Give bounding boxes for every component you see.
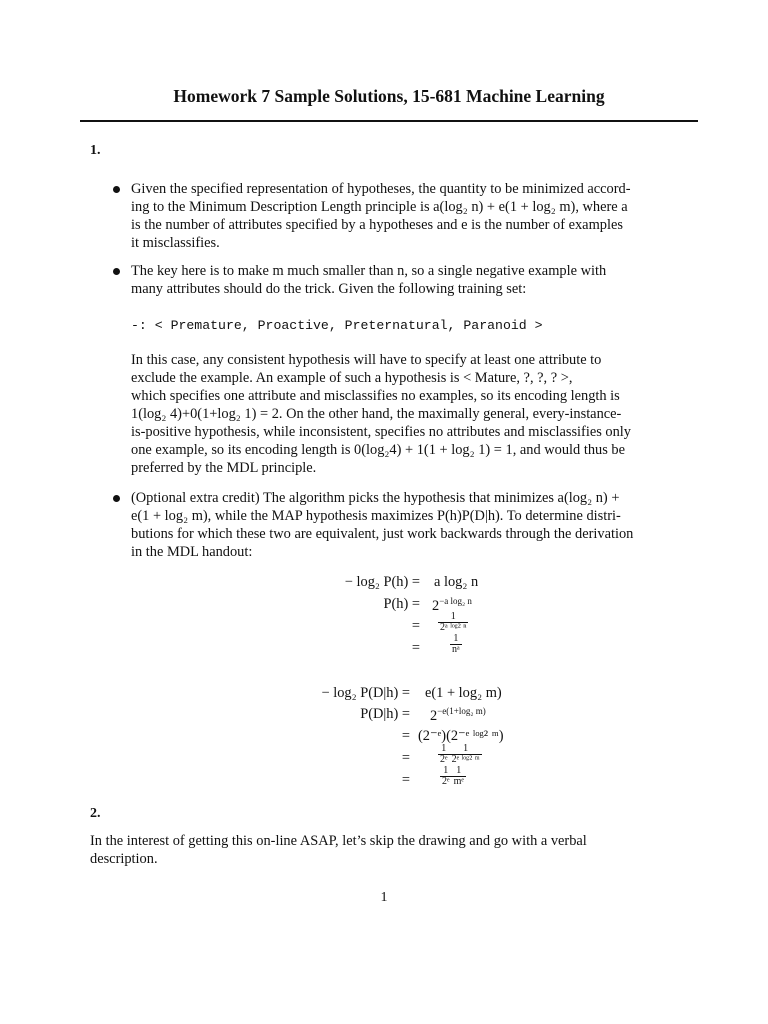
bullet-2-cont-line: one example, so its encoding length is 0(log₂4) + 1(1 + log₂ 1) = 1, and would thus be — [131, 442, 626, 458]
bullet-1-line: ing to the Minimum Description Length principle is a(log₂ n) + e(1 + log₂ m), where a — [131, 199, 628, 215]
eq2-fraction: $\frac{1}{\text{2ᵉ}}$ $\frac{1}{\text{2ᵉ ˡᵒᵍ² ᵐ}}$ — [440, 743, 480, 765]
bullet-1-line: Given the specified representation of hypotheses, the quantity to be minimized accord- — [131, 181, 631, 197]
eq1-rhs: $2^{-a log_2 n}$ — [432, 596, 472, 614]
eq2-lhs: = — [401, 728, 410, 744]
section-1-heading: 1. — [90, 143, 101, 158]
bullet-3-line: in the MDL handout: — [131, 544, 253, 560]
bullet-3-line: e(1 + log₂ m), while the MAP hypothesis maximizes P(h)P(D|h). To determine distri- — [131, 508, 621, 524]
bullet-1-dot — [113, 186, 120, 193]
bullet-3-line: (Optional extra credit) The algorithm picks the hypothesis that minimizes a(log₂ n) + — [131, 490, 620, 506]
bullet-2-cont-line: which specifies one attribute and misclassifies no examples, so its encoding length is — [131, 388, 620, 404]
section-2-text: In the interest of getting this on-line ASAP, let’s skip the drawing and go with a verbal — [90, 833, 587, 849]
bullet-2-line: many attributes should do the trick. Given the following training set: — [131, 281, 527, 297]
eq1-fraction: $\frac{1}{\text{nᵃ}}$ — [452, 633, 460, 655]
bullet-2-cont-line: exclude the example. An example of such a hypothesis is < Mature, ?, ?, ? >, — [131, 370, 573, 386]
section-2-text: description. — [90, 851, 158, 867]
bullet-3-line: butions for which these two are equivalent, just work backwards through the derivation — [131, 526, 634, 542]
bullet-3-dot — [113, 495, 120, 502]
eq1-lhs: = — [411, 640, 420, 656]
page-number: 1 — [380, 890, 388, 905]
section-2-heading: 2. — [90, 806, 101, 821]
eq2-lhs: P(D|h) = — [360, 706, 410, 722]
eq1-lhs: = — [411, 618, 420, 634]
eq1-rhs: a log₂ n — [434, 574, 479, 590]
training-example: -: < Premature, Proactive, Preternatural, Paranoid > — [131, 318, 543, 333]
bullet-2-cont-line: In this case, any consistent hypothesis will have to specify at least one attribute to — [131, 352, 602, 368]
eq2-lhs: − log₂ P(D|h) = — [321, 685, 410, 701]
bullet-1-line: is the number of attributes specified by a hypotheses and e is the number of examples — [131, 217, 623, 233]
eq1-fraction: $\frac{1}{\text{2ᵃ ˡᵒᵍ² ⁿ}}$ — [440, 611, 467, 633]
bullet-2-cont-line: is-positive hypothesis, while inconsistent, specifies no attributes and misclassifies only — [131, 424, 632, 440]
eq2-rhs: $2^{-e(1+log_2 m)}$ — [430, 706, 486, 724]
eq2-fraction: $\frac{1}{\text{2ᵉ}}$ $\frac{1}{\text{mᵉ}}$ — [442, 765, 464, 787]
eq1-lhs: − log₂ P(h) = — [344, 574, 420, 590]
document-title: Homework 7 Sample Solutions, 15-681 Machine Learning — [173, 86, 605, 106]
bullet-2-cont-line: preferred by the MDL principle. — [131, 460, 317, 476]
bullet-2-line: The key here is to make m much smaller than n, so a single negative example with — [131, 263, 607, 279]
title-rule — [80, 120, 698, 122]
eq1-lhs: P(h) = — [383, 596, 420, 612]
bullet-2-cont-line: 1(log₂ 4)+0(1+log₂ 1) = 2. On the other hand, the maximally general, every-instance- — [131, 406, 622, 422]
eq2-lhs: = — [401, 772, 410, 788]
eq2-rhs: (2⁻ᵉ)(2⁻ᵉ ˡᵒᵍ² ᵐ) — [418, 728, 504, 744]
bullet-1-line: it misclassifies. — [131, 235, 220, 251]
bullet-2-dot — [113, 268, 120, 275]
eq2-lhs: = — [401, 750, 410, 766]
eq2-rhs: e(1 + log₂ m) — [425, 685, 502, 701]
